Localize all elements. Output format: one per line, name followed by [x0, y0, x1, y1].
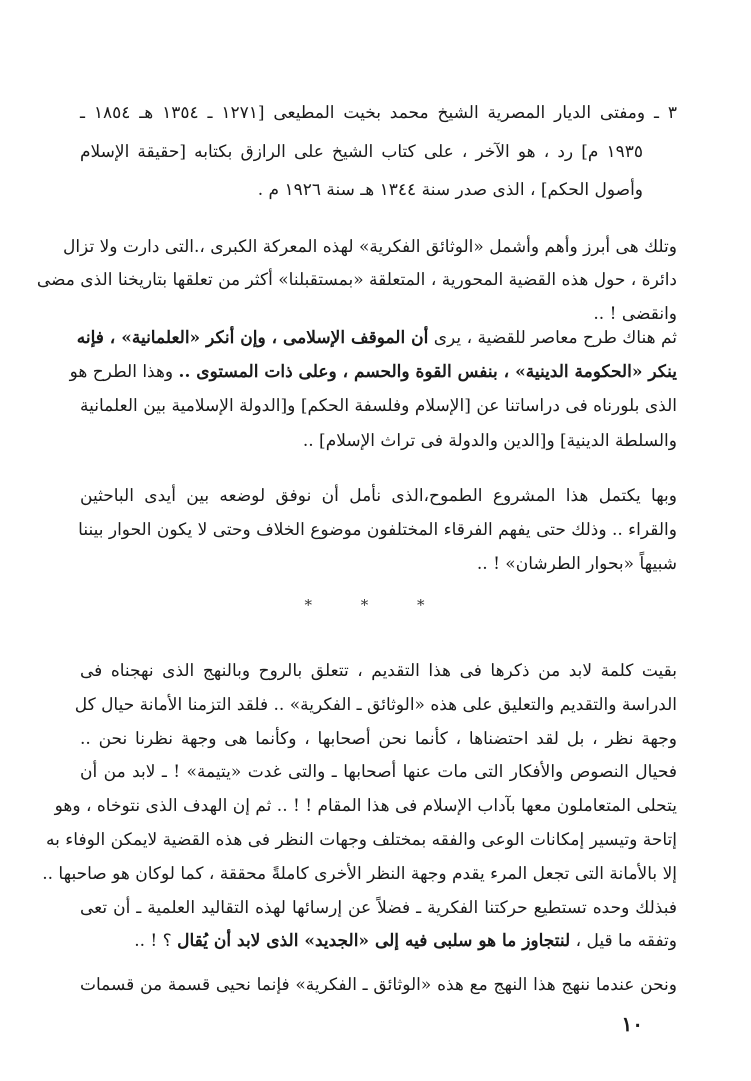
- para4-line-3: وجهة نظر ، بل لقد احتضناها ، كأنما نحن أصحابها ، وكأنما هى وجهة نظرنا نحن ..: [80, 729, 677, 749]
- para4-line-9-bold: لنتجاوز ما هو سلبى فيه إلى «الجديد» الذى لابد أن يُقال: [177, 931, 571, 951]
- para5-line-1: ونحن عندما ننهج هذا النهج مع هذه «الوثائق ـ الفكرية» فإنما نحيى قسمة من قسمات: [80, 975, 677, 995]
- para4-line-7: إلا بالأمانة التى تجعل المرء يقدم وجهة النظر الأخرى كاملةً محققة ، كما لوكان هو صاحبها ..: [42, 864, 677, 884]
- para3-line-3: شبيهاً «بحوار الطرشان» ! ..: [476, 554, 677, 574]
- para2-line-1: [76, 323, 677, 353]
- page-number: ١٠: [621, 1012, 643, 1036]
- para2-line-1-plain: ثم هناك طرح معاصر للقضية ، يرى: [433, 328, 677, 348]
- para2-line-1-bold: أن الموقف الإسلامى ، وإن أنكر «العلمانية» ، فإنه: [76, 328, 429, 348]
- para4-line-9: [80, 926, 677, 956]
- item3-line-2: ١٩٣٥ م] رد ، هو الآخر ، على كتاب الشيخ على الرازق بكتابه [حقيقة الإسلام: [80, 142, 643, 162]
- para2-line-4: والسلطة الدينية] و[الدين والدولة فى تراث الإسلام] ..: [302, 431, 677, 451]
- section-separator: * * *: [304, 596, 447, 614]
- para4-line-2: الدراسة والتقديم والتعليق على هذه «الوثائق ـ الفكرية» .. فلقد التزمنا الأمانة حيال كل: [74, 695, 677, 715]
- para2-line-2-plain: وهذا الطرح هو: [69, 362, 174, 382]
- para4-line-5: يتحلى المتعاملون معها بآداب الإسلام فى هذا المقام ! ! .. ثم إن الهدف الذى نتوخاه ، وهو: [54, 796, 677, 816]
- item3-line-3: وأصول الحكم] ، الذى صدر سنة ١٣٤٤ هـ سنة ١٩٢٦ م .: [257, 180, 643, 200]
- para1-line-2: دائرة ، حول هذه القضية المحورية ، المتعلقة «بمستقبلنا» أكثر من تعلقها بتاريخنا الذى مضى: [36, 270, 677, 290]
- para4-line-8: فبذلك وحده تستطيع حركتنا الفكرية ـ فضلاً عن إرسائها لهذه التقاليد العلمية ـ أن تعى: [80, 898, 677, 918]
- para1-line-1: وتلك هى أبرز وأهم وأشمل «الوثائق الفكرية» لهذه المعركة الكبرى ،.التى دارت ولا تزال: [62, 237, 677, 257]
- para3-line-1: وبها يكتمل هذا المشروع الطموح،الذى نأمل أن نوفق لوضعه بين أيدى الباحثين: [80, 486, 677, 506]
- para4-line-6: إتاحة وتيسير إمكانات الوعى والفقه بمختلف وجهات النظر فى هذه القضية لايمكن الوفاء به: [46, 830, 677, 850]
- para2-line-2: [69, 357, 677, 387]
- item3-line-1: ٣ ـ ومفتى الديار المصرية الشيخ محمد بخيت المطيعى [١٢٧١ ـ ١٣٥٤ هـ ١٨٥٤ ـ: [80, 103, 677, 123]
- para4-line-9-plain: وتفقه ما قيل ،: [575, 931, 677, 951]
- para2-line-2-bold: ينكر «الحكومة الدينية» ، بنفس القوة والحسم ، وعلى ذات المستوى ..: [178, 362, 677, 382]
- para4-line-9-end: ؟ ! ..: [134, 931, 172, 951]
- para1-line-3: وانقضى ! ..: [593, 304, 677, 324]
- para3-line-2: والقراء .. وذلك حتى يفهم الفرقاء المختلفون موضوع الخلاف وحتى لا يكون الحوار بيننا: [78, 520, 677, 540]
- para2-line-3: الذى بلورناه فى دراساتنا عن [الإسلام وفلسفة الحكم] و[الدولة الإسلامية بين العلمانية: [80, 396, 677, 416]
- para4-line-1: بقيت كلمة لابد من ذكرها فى هذا التقديم ، تتعلق بالروح وبالنهج الذى نهجناه فى: [80, 661, 677, 681]
- para4-line-4: فحيال النصوص والأفكار التى مات عنها أصحابها ـ والتى غدت «يتيمة» ! ـ لابد من أن: [80, 762, 677, 782]
